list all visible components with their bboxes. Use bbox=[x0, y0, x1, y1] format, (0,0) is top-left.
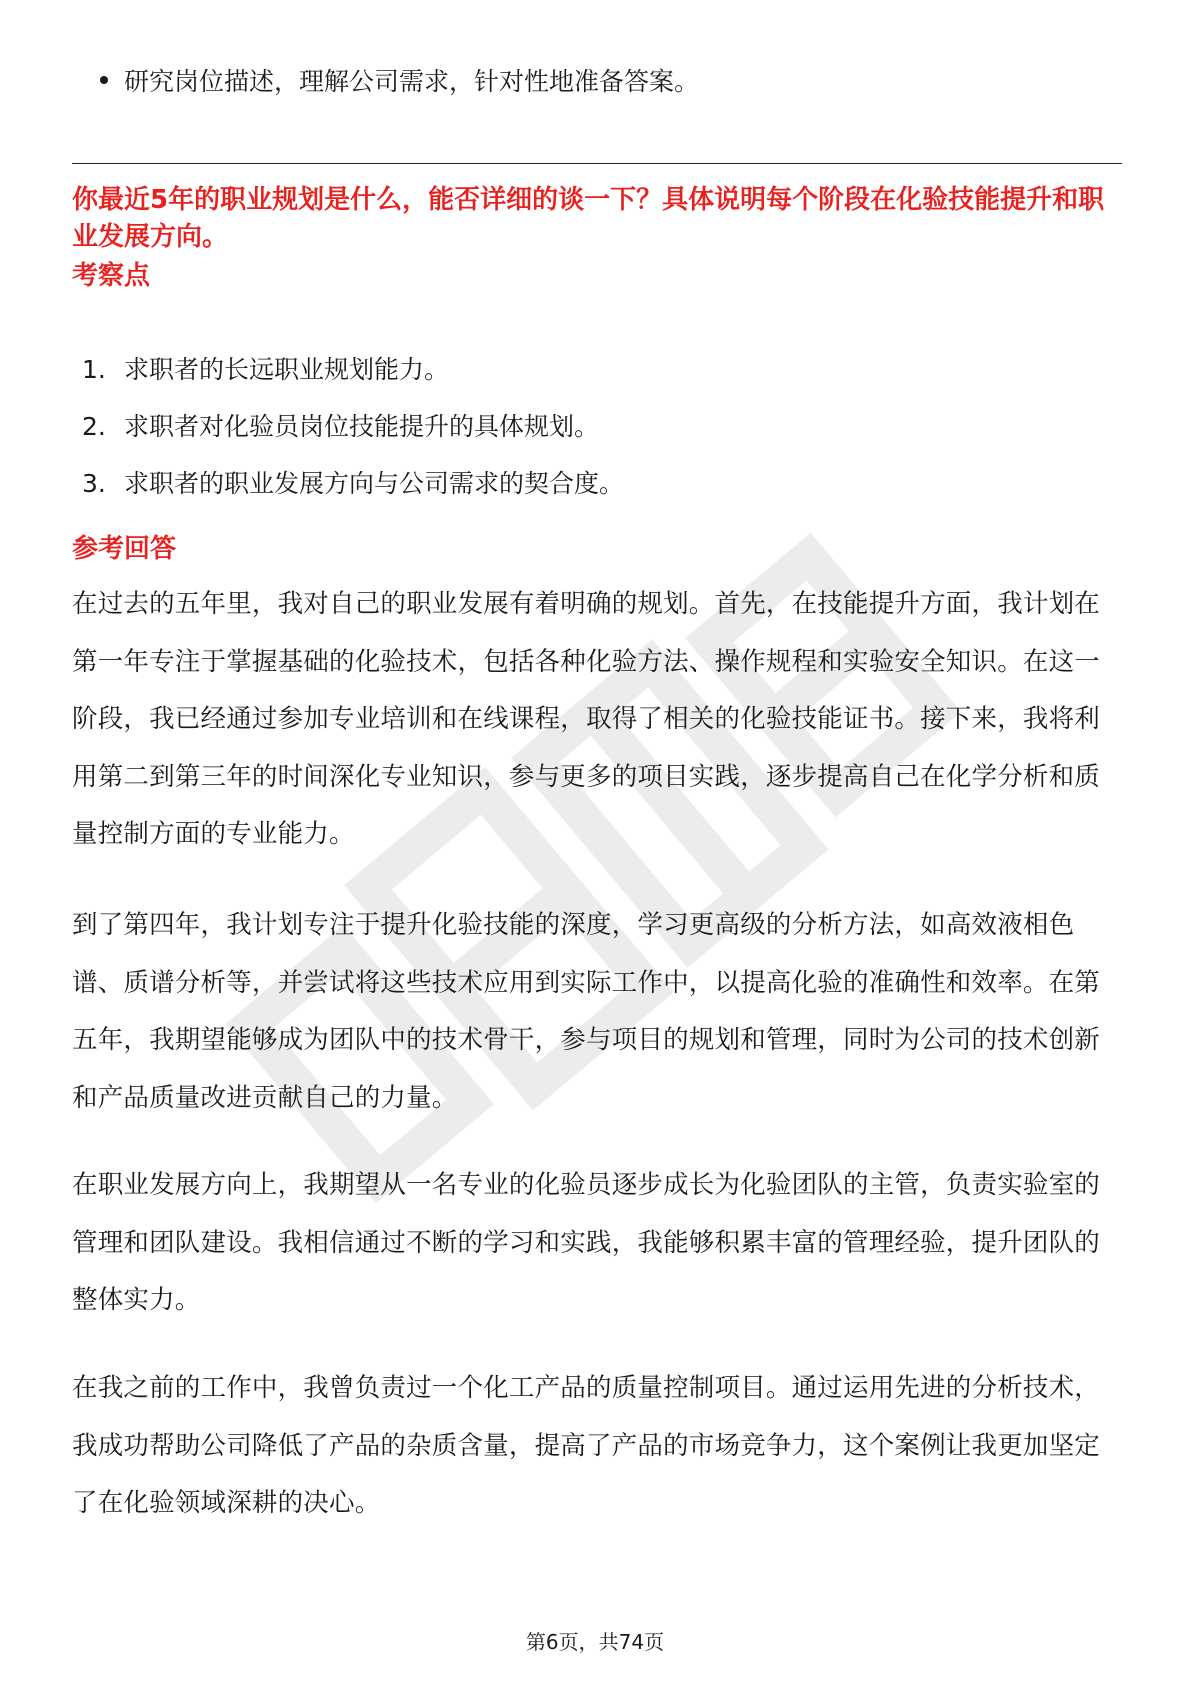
divider bbox=[72, 163, 1122, 164]
list-number: 1. bbox=[82, 355, 106, 384]
question-heading: 你最近5年的职业规划是什么，能否详细的谈一下？具体说明每个阶段在化验技能提升和职业发展方向。 bbox=[72, 185, 1105, 252]
list-number: 2. bbox=[82, 412, 106, 441]
section-title-focus: 考察点 bbox=[72, 261, 151, 291]
list-item-text: 研究岗位描述，理解公司需求，针对性地准备答案。 bbox=[124, 67, 700, 96]
bullet-icon bbox=[100, 76, 108, 84]
list-item bbox=[82, 350, 624, 407]
answer-paragraph: 在我之前的工作中，我曾负责过一个化工产品的质量控制项目。通过运用先进的分析技术，我成功帮助公司降低了产品的杂质含量，提高了产品的市场竞争力，这个案例让我更加坚定了在化验领域深耕的决心。 bbox=[72, 1373, 1101, 1518]
answer-paragraph: 到了第四年，我计划专注于提升化验技能的深度，学习更高级的分析方法，如高效液相色谱、质谱分析等，并尝试将这些技术应用到实际工作中，以提高化验的准确性和效率。在第五年，我期望能够成为团队中的技术骨干，参与项目的规划和管理，同时为公司的技术创新和产品质量改进贡献自己的力量。 bbox=[72, 910, 1101, 1113]
list-item-text: 求职者的长远职业规划能力。 bbox=[124, 355, 450, 384]
list-item bbox=[82, 464, 624, 521]
list-item-text: 求职者对化验员岗位技能提升的具体规划。 bbox=[124, 412, 600, 441]
ordered-list bbox=[82, 350, 624, 521]
answer-paragraph: 在职业发展方向上，我期望从一名专业的化验员逐步成长为化验团队的主管，负责实验室的管理和团队建设。我相信通过不断的学习和实践，我能够积累丰富的管理经验，提升团队的整体实力。 bbox=[72, 1170, 1101, 1315]
list-item-text: 求职者的职业发展方向与公司需求的契合度。 bbox=[124, 469, 625, 498]
section-title-answer: 参考回答 bbox=[72, 534, 177, 564]
list-number: 3. bbox=[82, 469, 106, 498]
answer-paragraph: 在过去的五年里，我对自己的职业发展有着明确的规划。首先，在技能提升方面，我计划在第一年专注于掌握基础的化验技术，包括各种化验方法、操作规程和实验安全知识。在这一阶段，我已经通过参加专业培训和在线课程，取得了相关的化验技能证书。接下来，我将利用第二到第三年的时间深化专业知识，参与更多的项目实践，逐步提高自己在化学分析和质量控制方面的专业能力。 bbox=[72, 589, 1101, 849]
list-item bbox=[82, 407, 624, 464]
page-number: 第6页，共74页 bbox=[525, 1630, 665, 1654]
list-item bbox=[100, 62, 699, 102]
